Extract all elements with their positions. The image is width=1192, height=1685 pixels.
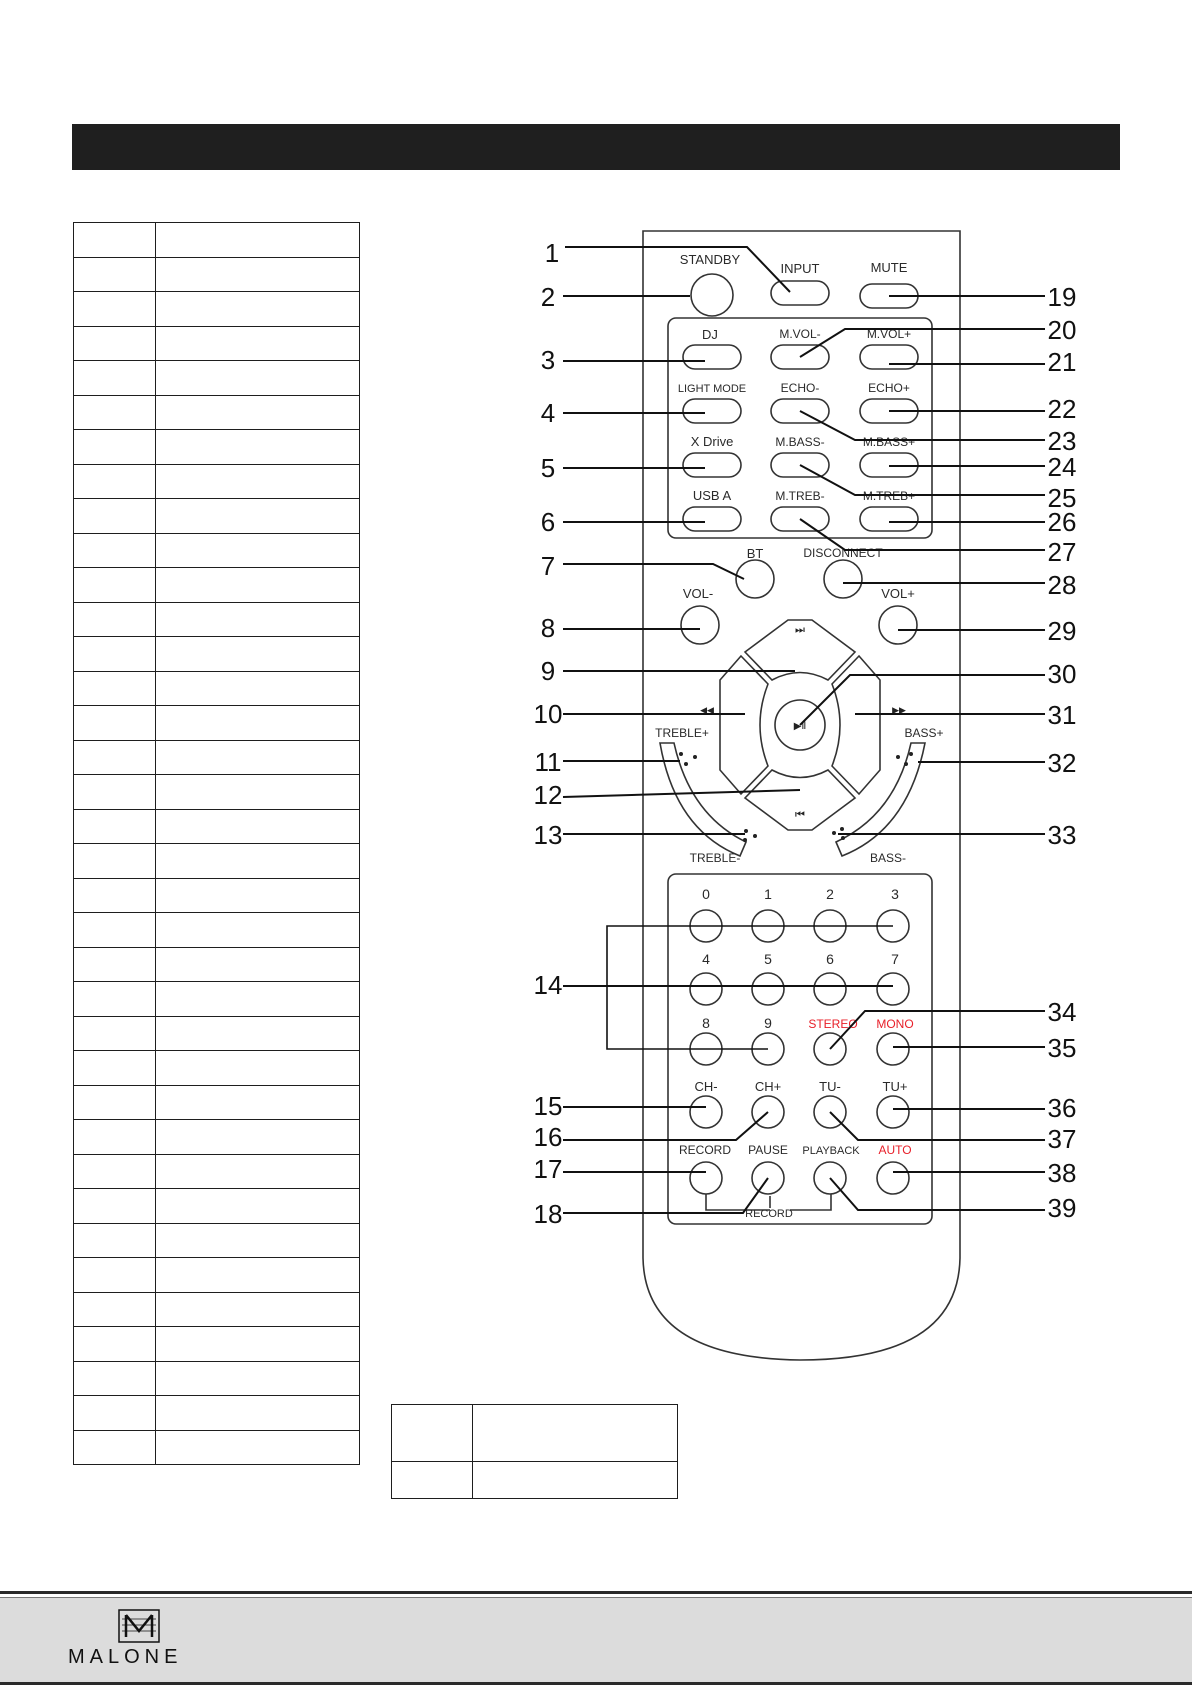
button-label: M.VOL- <box>779 327 821 341</box>
remote-button-input[interactable] <box>771 261 829 305</box>
remote-button-vol-plus[interactable] <box>879 586 917 644</box>
callout-17 <box>534 1154 706 1184</box>
next-track-icon: ⏭ <box>795 624 805 636</box>
callout-number: 12 <box>533 780 563 810</box>
callout-number: 20 <box>1047 315 1077 345</box>
button-shape[interactable] <box>683 345 741 369</box>
brand-wordmark: MALONE <box>68 1646 183 1668</box>
button-label: 9 <box>764 1015 772 1031</box>
remote-button-digit-4[interactable] <box>690 951 722 1005</box>
button-shape[interactable] <box>683 399 741 423</box>
callout-number: 9 <box>540 656 556 686</box>
button-label: 6 <box>826 951 834 967</box>
button-label: MONO <box>876 1017 914 1031</box>
play-pause-icon: ▶Ⅱ <box>793 721 807 732</box>
callout-1 <box>545 238 790 292</box>
callout-35 <box>893 1033 1076 1063</box>
button-label: TU- <box>819 1079 841 1094</box>
pad-right <box>832 656 880 794</box>
remote-button-stereo[interactable] <box>808 1017 857 1065</box>
button-label: AUTO <box>878 1143 912 1157</box>
button-shape[interactable] <box>877 973 909 1005</box>
button-label: LIGHT MODE <box>677 383 747 395</box>
button-label: M.BASS- <box>775 435 825 449</box>
remote-button-bass-plus[interactable] <box>904 726 943 740</box>
arc-dot <box>832 831 836 835</box>
callout-34 <box>830 997 1076 1049</box>
callout-number: 29 <box>1047 616 1077 646</box>
button-shape[interactable] <box>690 1162 722 1194</box>
remote-button-bass-minus[interactable] <box>870 851 906 865</box>
callout-10 <box>534 699 745 729</box>
callout-19 <box>889 282 1076 312</box>
table-cell <box>392 1462 473 1499</box>
callout-number: 35 <box>1047 1033 1077 1063</box>
callout-2 <box>541 282 690 312</box>
callout-number: 13 <box>533 820 563 850</box>
callout-15 <box>534 1091 706 1121</box>
remote-button-playback[interactable] <box>802 1145 860 1194</box>
footer <box>0 1598 1192 1685</box>
callout-number: 23 <box>1047 426 1077 456</box>
callout-number: 1 <box>544 238 560 268</box>
callout-number: 37 <box>1047 1124 1077 1154</box>
button-label: DJ <box>702 327 718 342</box>
callout-number: 7 <box>540 551 556 581</box>
remote-button-digit-1[interactable] <box>752 886 784 942</box>
button-shape[interactable] <box>879 606 917 644</box>
remote-button-echo-minus[interactable] <box>771 381 829 423</box>
leader-line <box>565 247 790 292</box>
callout-number: 24 <box>1047 452 1077 482</box>
button-label: RECORD <box>678 1143 732 1157</box>
button-label: 4 <box>702 951 710 967</box>
callout-number: 34 <box>1047 997 1077 1027</box>
button-label: CH- <box>694 1079 718 1094</box>
leader-line <box>563 564 744 579</box>
button-shape[interactable] <box>691 274 733 316</box>
callout-number: 31 <box>1047 700 1077 730</box>
arc-dot <box>744 829 748 833</box>
callout-number: 16 <box>533 1122 563 1152</box>
callout-number: 19 <box>1047 282 1077 312</box>
callout-25 <box>800 465 1076 513</box>
previous-track-icon: ⏮ <box>795 809 805 821</box>
button-label: USB A <box>692 488 732 503</box>
remote-button-echo-plus[interactable] <box>860 381 918 423</box>
button-label: 8 <box>702 1015 710 1031</box>
remote-button-mbass-plus[interactable] <box>860 435 918 477</box>
leader-line <box>830 1112 1045 1140</box>
malone-logo-icon <box>118 1609 160 1643</box>
remote-button-digit-2[interactable] <box>814 886 846 942</box>
remote-button-auto[interactable] <box>877 1143 912 1194</box>
callout-number: 30 <box>1047 659 1077 689</box>
remote-button-digit-6[interactable] <box>814 951 846 1005</box>
remote-button-pause[interactable] <box>748 1143 788 1194</box>
callout-31 <box>855 700 1076 730</box>
button-shape[interactable] <box>814 973 846 1005</box>
arc-dot <box>841 836 845 840</box>
button-label: DISCONNECT <box>803 546 883 560</box>
remote-button-tu-plus[interactable] <box>877 1079 909 1128</box>
remote-button-digit-0[interactable] <box>690 886 722 942</box>
button-label: M.TREB- <box>775 489 825 503</box>
callout-5 <box>541 453 705 483</box>
button-shape[interactable] <box>877 1162 909 1194</box>
callout-number: 28 <box>1047 570 1077 600</box>
leader-line <box>563 1178 768 1213</box>
pad-down <box>745 770 855 830</box>
callout-number: 2 <box>540 282 556 312</box>
callout-23 <box>800 411 1076 456</box>
callout-number: 39 <box>1047 1193 1077 1223</box>
button-shape[interactable] <box>683 507 741 531</box>
table-cell <box>156 1430 360 1465</box>
callout-number: 25 <box>1047 483 1077 513</box>
remote-button-digit-7[interactable] <box>877 951 909 1005</box>
remote-button-record-group[interactable] <box>745 1208 793 1220</box>
arc-dot <box>679 752 683 756</box>
table-cell <box>473 1462 678 1499</box>
remote-button-digit-3[interactable] <box>877 886 909 942</box>
callout-4 <box>541 398 705 428</box>
button-label: VOL+ <box>881 586 915 601</box>
fast-forward-icon: ▶▶ <box>892 705 906 715</box>
table-cell <box>156 1396 360 1431</box>
button-label: PLAYBACK <box>802 1145 860 1157</box>
button-label: BT <box>746 546 764 561</box>
remote-button-digit-8[interactable] <box>690 1015 722 1065</box>
remote-button-mtreb-minus[interactable] <box>771 489 829 531</box>
callout-29 <box>898 616 1076 646</box>
remote-button-dj[interactable] <box>683 327 741 369</box>
callout-6 <box>541 507 705 537</box>
button-label: ECHO+ <box>868 381 910 395</box>
callout-37 <box>830 1112 1076 1154</box>
button-shape[interactable] <box>877 1033 909 1065</box>
callout-number: 3 <box>540 345 556 375</box>
button-label: TREBLE- <box>689 851 741 865</box>
button-label: 0 <box>702 886 710 902</box>
callout-number: 11 <box>534 747 562 777</box>
remote-button-ch-minus[interactable] <box>690 1079 722 1128</box>
callout-number: 32 <box>1047 748 1077 778</box>
remote-button-digit-9[interactable] <box>752 1015 784 1065</box>
table-cell <box>473 1405 678 1462</box>
button-shape[interactable] <box>683 453 741 477</box>
table-row <box>74 1430 360 1465</box>
callout-number: 33 <box>1047 820 1077 850</box>
button-label: VOL- <box>682 586 714 601</box>
rewind-icon: ◀◀ <box>700 705 714 715</box>
remote-button-mvol-plus[interactable] <box>860 327 918 369</box>
remote-button-vol-minus[interactable] <box>681 586 719 644</box>
table-cell <box>392 1405 473 1462</box>
leader-line <box>800 519 1045 550</box>
button-label: RECORD <box>745 1208 793 1220</box>
button-label: BASS- <box>869 851 907 865</box>
remote-button-disconnect[interactable] <box>803 546 883 598</box>
button-label: MUTE <box>870 260 908 275</box>
callout-number: 8 <box>540 613 556 643</box>
button-shape[interactable] <box>860 345 918 369</box>
leader-line <box>563 1112 768 1140</box>
button-label: INPUT <box>780 261 820 276</box>
button-label: X Drive <box>690 434 734 449</box>
callout-number: 4 <box>540 398 556 428</box>
remote-button-tu-minus[interactable] <box>814 1079 846 1128</box>
button-shape[interactable] <box>752 973 784 1005</box>
remote-button-record[interactable] <box>679 1143 731 1194</box>
table-row <box>392 1462 678 1499</box>
button-label: STANDBY <box>679 252 741 267</box>
button-label: PAUSE <box>748 1143 788 1157</box>
button-shape[interactable] <box>771 281 829 305</box>
button-label: 3 <box>891 886 899 902</box>
callout-32 <box>918 748 1076 778</box>
callout-24 <box>889 452 1076 482</box>
button-shape[interactable] <box>736 560 774 598</box>
callout-36 <box>893 1093 1076 1123</box>
battery-info-table <box>391 1404 678 1499</box>
callout-number: 6 <box>540 507 556 537</box>
button-shape[interactable] <box>824 560 862 598</box>
button-shape[interactable] <box>690 973 722 1005</box>
button-label: TU+ <box>882 1079 908 1094</box>
callout-number: 10 <box>533 699 563 729</box>
callout-3 <box>541 345 705 375</box>
callout-8 <box>541 613 700 643</box>
button-label: M.TREB+ <box>862 489 916 503</box>
remote-button-digit-5[interactable] <box>752 951 784 1005</box>
callout-number: 14 <box>533 970 563 1000</box>
table-cell <box>74 1396 156 1431</box>
table-row <box>392 1405 678 1462</box>
button-shape[interactable] <box>860 507 918 531</box>
arc-dot <box>693 755 697 759</box>
table-cell <box>74 1430 156 1465</box>
arc-dot <box>840 827 844 831</box>
callout-number: 21 <box>1047 347 1077 377</box>
arc-dot <box>909 752 913 756</box>
callout-number: 18 <box>533 1199 563 1229</box>
callout-number: 17 <box>533 1154 563 1184</box>
callout-20 <box>800 315 1076 357</box>
button-shape[interactable] <box>690 1096 722 1128</box>
button-label: 1 <box>764 886 772 902</box>
remote-button-treble-minus[interactable] <box>690 851 741 865</box>
button-label: TREBLE+ <box>655 726 709 740</box>
remote-button-x-drive[interactable] <box>683 434 741 477</box>
callout-number: 36 <box>1047 1093 1077 1123</box>
remote-button-mono[interactable] <box>876 1017 913 1065</box>
remote-button-standby[interactable] <box>680 252 741 316</box>
leader-line <box>830 1011 1045 1049</box>
button-label: BASS+ <box>904 726 944 740</box>
remote-button-light-mode[interactable] <box>678 383 746 423</box>
leader-line <box>800 329 1045 357</box>
callout-39 <box>830 1178 1076 1223</box>
arc-dot <box>904 762 908 766</box>
button-shape[interactable] <box>877 1096 909 1128</box>
button-label: M.VOL+ <box>866 327 912 341</box>
button-shape[interactable] <box>681 606 719 644</box>
leader-line <box>830 1178 1045 1210</box>
pad-left <box>720 656 768 794</box>
remote-button-bt[interactable] <box>736 546 774 598</box>
remote-button-mute[interactable] <box>860 260 918 308</box>
callout-number: 26 <box>1047 507 1077 537</box>
remote-button-mbass-minus[interactable] <box>771 435 829 477</box>
leader-line <box>800 465 1045 495</box>
callout-38 <box>893 1158 1076 1188</box>
arc-dot <box>743 838 747 842</box>
arc-dot <box>753 834 757 838</box>
remote-button-usb-a[interactable] <box>683 488 741 531</box>
button-label: STEREO <box>808 1017 858 1031</box>
button-label: CH+ <box>754 1079 782 1094</box>
table-row <box>74 1396 360 1431</box>
callout-11 <box>535 747 681 777</box>
callout-number: 22 <box>1047 394 1077 424</box>
callout-16 <box>534 1112 768 1152</box>
callout-number: 27 <box>1047 537 1077 567</box>
arc-dot <box>896 755 900 759</box>
button-label: 7 <box>891 951 899 967</box>
leader-line <box>800 411 1045 440</box>
callout-18 <box>534 1178 768 1229</box>
button-label: M.BASS+ <box>862 435 916 449</box>
button-label: 5 <box>764 951 772 967</box>
arc-dot <box>684 762 688 766</box>
callout-number: 15 <box>533 1091 563 1121</box>
remote-button-mvol-minus[interactable] <box>771 327 829 369</box>
remote-button-treble-plus[interactable] <box>655 726 709 740</box>
callout-26 <box>889 507 1076 537</box>
callout-number: 38 <box>1047 1158 1077 1188</box>
button-label: ECHO- <box>780 381 820 395</box>
callout-number: 5 <box>540 453 556 483</box>
footer-rule <box>0 1591 1192 1594</box>
button-label: 2 <box>826 886 834 902</box>
